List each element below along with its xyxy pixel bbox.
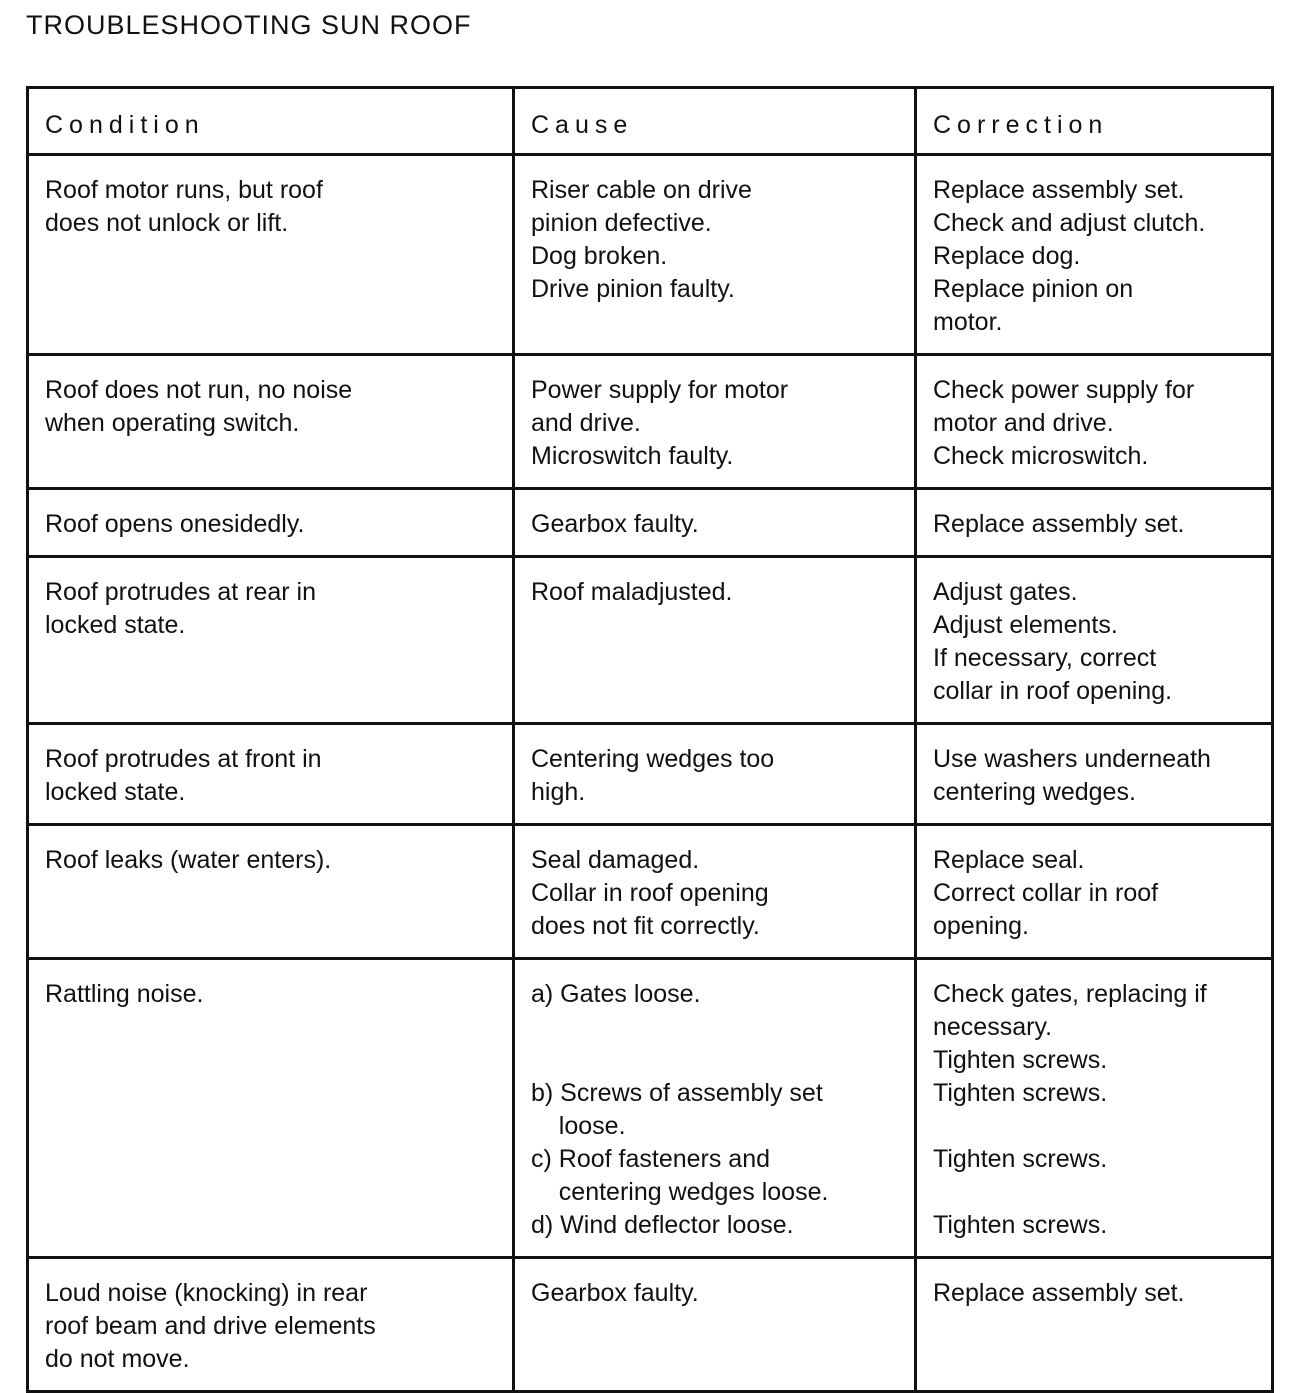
correction-cell <box>916 1258 1273 1392</box>
condition-cell <box>28 1258 514 1392</box>
troubleshooting-table <box>26 86 1274 1393</box>
condition-line: do not move. <box>45 1345 190 1373</box>
cause-line: Collar in roof opening <box>531 879 769 907</box>
correction-line: Tighten screws. <box>933 1046 1108 1074</box>
condition-line: Rattling noise. <box>45 980 204 1008</box>
correction-line: Replace assembly set. <box>933 176 1185 204</box>
correction-line: opening. <box>933 912 1029 940</box>
cause-line: Gearbox faulty. <box>531 1279 699 1307</box>
cause-cell <box>514 724 916 825</box>
correction-line: Replace dog. <box>933 242 1081 270</box>
cause-line: centering wedges loose. <box>531 1178 829 1206</box>
correction-cell <box>916 155 1273 355</box>
header-condition: Condition <box>28 88 514 155</box>
correction-line: Replace assembly set. <box>933 1279 1185 1307</box>
table-row <box>28 825 1273 959</box>
correction-line: Adjust elements. <box>933 611 1118 639</box>
cause-cell <box>514 557 916 724</box>
condition-line: locked state. <box>45 778 186 806</box>
condition-cell <box>28 959 514 1258</box>
table-row <box>28 959 1273 1258</box>
cause-line: Gearbox faulty. <box>531 510 699 538</box>
header-cause: Cause <box>514 88 916 155</box>
correction-line: Check power supply for <box>933 376 1195 404</box>
condition-line: Loud noise (knocking) in rear <box>45 1279 368 1307</box>
correction-cell <box>916 489 1273 557</box>
correction-line: Use washers underneath <box>933 745 1211 773</box>
correction-cell <box>916 959 1273 1258</box>
condition-cell <box>28 489 514 557</box>
condition-line: does not unlock or lift. <box>45 209 289 237</box>
cause-line: Drive pinion faulty. <box>531 275 735 303</box>
cause-line: Microswitch faulty. <box>531 442 734 470</box>
condition-line: Roof leaks (water enters). <box>45 846 332 874</box>
condition-line: locked state. <box>45 611 186 639</box>
correction-line: Adjust gates. <box>933 578 1078 606</box>
cause-cell <box>514 1258 916 1392</box>
correction-line: Check microswitch. <box>933 442 1149 470</box>
cause-line: Seal damaged. <box>531 846 700 874</box>
condition-line: Roof motor runs, but roof <box>45 176 323 204</box>
condition-cell <box>28 557 514 724</box>
condition-line: when operating switch. <box>45 409 300 437</box>
correction-line: collar in roof opening. <box>933 677 1173 705</box>
cause-line: and drive. <box>531 409 641 437</box>
condition-line: Roof protrudes at front in <box>45 745 322 773</box>
correction-line: Check gates, replacing if <box>933 980 1207 1008</box>
page-title: TROUBLESHOOTING SUN ROOF <box>26 10 472 40</box>
table-row <box>28 355 1273 489</box>
correction-line: Tighten screws. <box>933 1211 1108 1239</box>
cause-line: high. <box>531 778 586 806</box>
cause-line: a) Gates loose. <box>531 980 701 1008</box>
table-row <box>28 489 1273 557</box>
cause-line: Power supply for motor <box>531 376 789 404</box>
correction-line <box>933 1176 1257 1209</box>
correction-line: Replace seal. <box>933 846 1085 874</box>
correction-line: motor and drive. <box>933 409 1114 437</box>
condition-line: Roof does not run, no noise <box>45 376 353 404</box>
condition-cell <box>28 724 514 825</box>
table-header-row <box>28 88 1273 155</box>
correction-cell <box>916 724 1273 825</box>
cause-line: pinion defective. <box>531 209 712 237</box>
cause-line: Centering wedges too <box>531 745 775 773</box>
condition-cell <box>28 155 514 355</box>
cause-line: Dog broken. <box>531 242 668 270</box>
cause-line: d) Wind deflector loose. <box>531 1211 794 1239</box>
cause-cell <box>514 355 916 489</box>
correction-line: Check and adjust clutch. <box>933 209 1206 237</box>
table-row <box>28 724 1273 825</box>
cause-cell <box>514 959 916 1258</box>
correction-cell <box>916 355 1273 489</box>
correction-line: Replace assembly set. <box>933 510 1185 538</box>
cause-cell <box>514 489 916 557</box>
correction-line: necessary. <box>933 1013 1053 1041</box>
condition-line: roof beam and drive elements <box>45 1312 376 1340</box>
cause-line: Roof maladjusted. <box>531 578 733 606</box>
correction-line: Tighten screws. <box>933 1079 1108 1107</box>
correction-line <box>933 1110 1257 1143</box>
correction-cell <box>916 825 1273 959</box>
correction-line: Replace pinion on <box>933 275 1134 303</box>
correction-line: Correct collar in roof <box>933 879 1159 907</box>
table-row <box>28 155 1273 355</box>
correction-cell <box>916 557 1273 724</box>
cause-cell <box>514 825 916 959</box>
cause-line: c) Roof fasteners and <box>531 1145 771 1173</box>
cause-cell <box>514 155 916 355</box>
cause-line: does not fit correctly. <box>531 912 760 940</box>
condition-line: Roof protrudes at rear in <box>45 578 316 606</box>
condition-line: Roof opens onesidedly. <box>45 510 305 538</box>
header-correction: Correction <box>916 88 1273 155</box>
cause-line: b) Screws of assembly set <box>531 1079 823 1107</box>
correction-line: motor. <box>933 308 1003 336</box>
table-row <box>28 1258 1273 1392</box>
cause-line: loose. <box>531 1112 626 1140</box>
correction-line: centering wedges. <box>933 778 1136 806</box>
correction-line: Tighten screws. <box>933 1145 1108 1173</box>
cause-line <box>531 1044 900 1077</box>
cause-line <box>531 1011 900 1044</box>
correction-line: If necessary, correct <box>933 644 1157 672</box>
cause-line: Riser cable on drive <box>531 176 752 204</box>
condition-cell <box>28 825 514 959</box>
table-row <box>28 557 1273 724</box>
condition-cell <box>28 355 514 489</box>
